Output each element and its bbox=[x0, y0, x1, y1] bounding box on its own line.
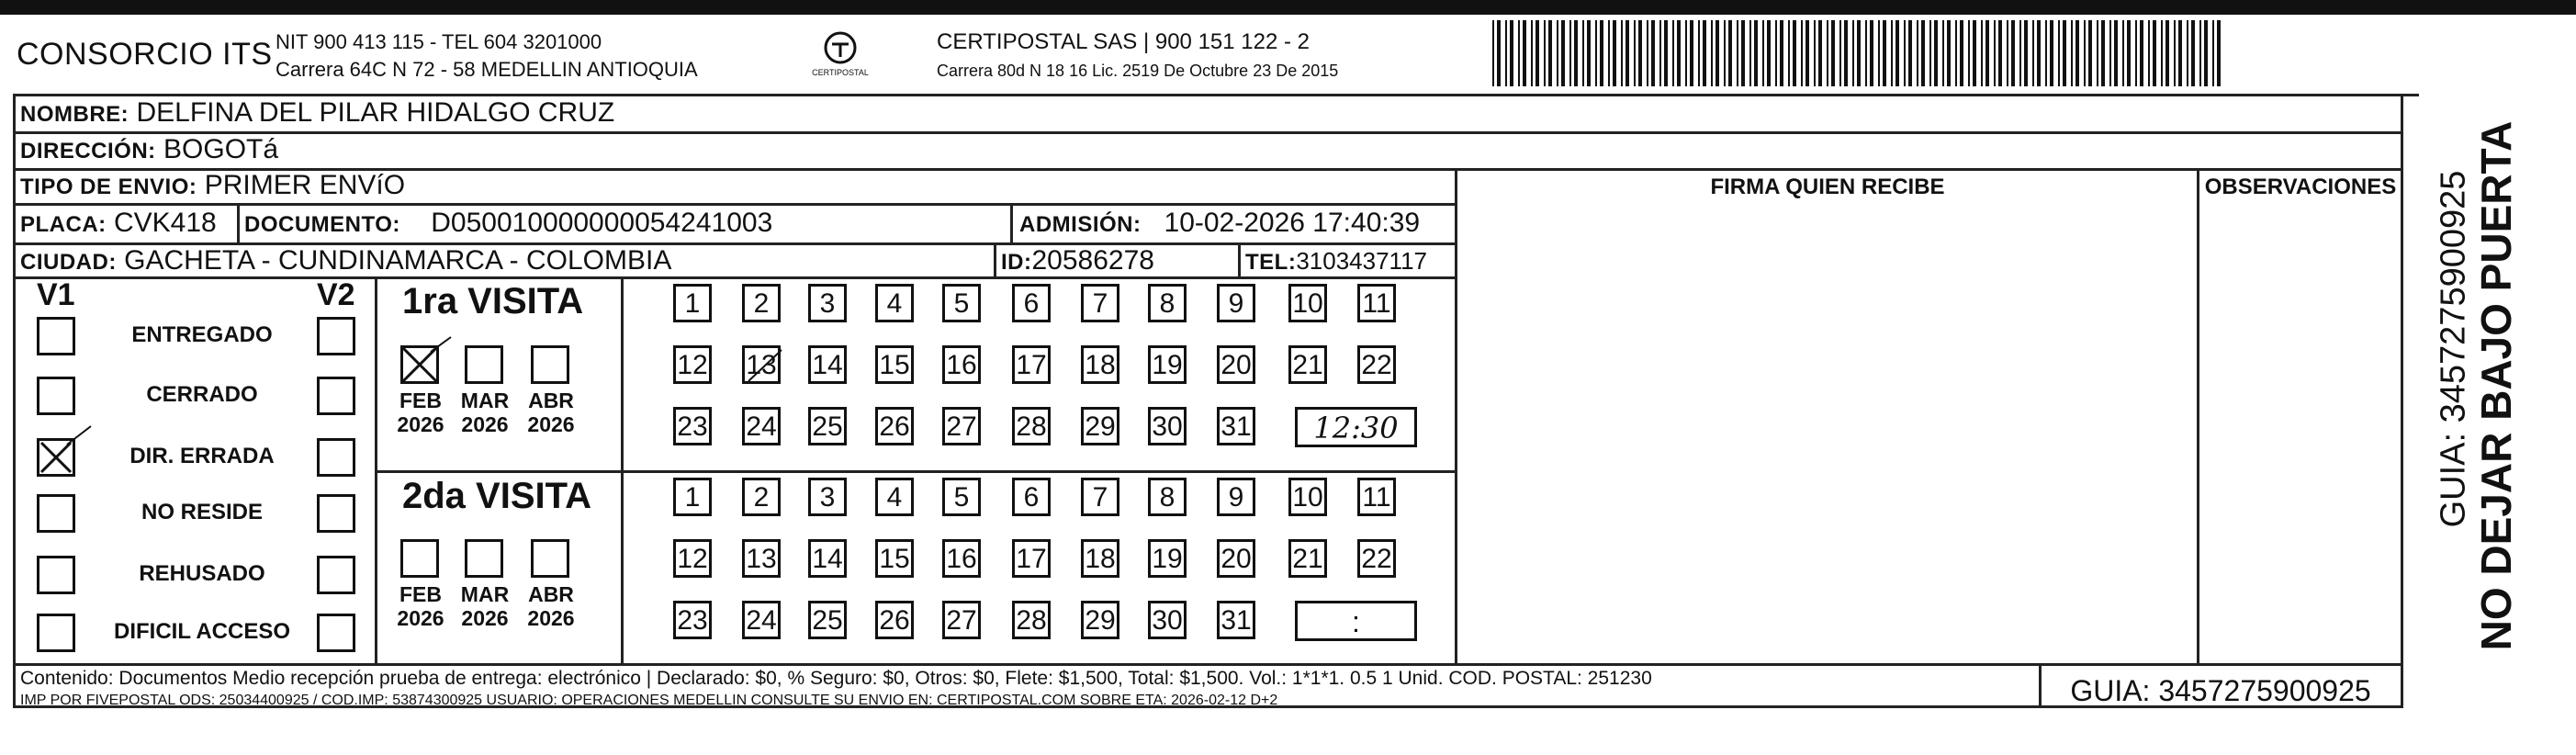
second-day-13[interactable]: 13 bbox=[742, 539, 781, 578]
v1-checkbox[interactable] bbox=[37, 377, 75, 415]
status-option-label: NO RESIDE bbox=[141, 500, 264, 524]
direccion-row: DIRECCIÓN: BOGOTá bbox=[20, 134, 279, 164]
placa-cell: PLACA: CVK418 bbox=[20, 208, 217, 238]
first-day-6[interactable]: 6 bbox=[1012, 284, 1051, 322]
v1-checkbox[interactable] bbox=[37, 556, 75, 594]
firma-header: FIRMA QUIEN RECIBE bbox=[1710, 175, 1945, 199]
second-month-label: ABR 2026 bbox=[527, 582, 575, 630]
carrier-name: CERTIPOSTAL SAS | 900 151 122 - 2 bbox=[937, 29, 1310, 54]
second-day-18[interactable]: 18 bbox=[1081, 539, 1119, 578]
v1-checkbox[interactable] bbox=[37, 317, 75, 355]
v2-checkbox[interactable] bbox=[317, 614, 355, 652]
firma-signature-area[interactable] bbox=[1458, 206, 2195, 661]
first-day-24[interactable]: 24 bbox=[742, 407, 781, 445]
first-day-15[interactable]: 15 bbox=[875, 345, 914, 384]
first-visit-label: 1ra VISITA bbox=[402, 281, 584, 321]
tipo-envio-row: TIPO DE ENVIO: PRIMER ENVíO bbox=[20, 170, 406, 200]
second-day-30[interactable]: 30 bbox=[1148, 601, 1187, 639]
footer-guia: GUIA: 3457275900925 bbox=[2070, 674, 2371, 707]
second-day-22[interactable]: 22 bbox=[1357, 539, 1396, 578]
second-day-11[interactable]: 11 bbox=[1357, 478, 1396, 516]
second-day-15[interactable]: 15 bbox=[875, 539, 914, 578]
first-day-21[interactable]: 21 bbox=[1288, 345, 1327, 384]
first-day-27[interactable]: 27 bbox=[942, 407, 981, 445]
second-time-field[interactable]: : bbox=[1295, 601, 1417, 641]
second-day-29[interactable]: 29 bbox=[1081, 601, 1119, 639]
v2-checkbox[interactable] bbox=[317, 494, 355, 533]
first-day-26[interactable]: 26 bbox=[875, 407, 914, 445]
form-left-border bbox=[13, 94, 16, 708]
second-day-31[interactable]: 31 bbox=[1217, 601, 1255, 639]
second-day-14[interactable]: 14 bbox=[808, 539, 847, 578]
second-day-23[interactable]: 23 bbox=[673, 601, 712, 639]
first-month-checkbox[interactable] bbox=[465, 345, 503, 384]
first-day-1[interactable]: 1 bbox=[673, 284, 712, 322]
second-day-10[interactable]: 10 bbox=[1288, 478, 1327, 516]
second-day-28[interactable]: 28 bbox=[1012, 601, 1051, 639]
first-month-label: FEB 2026 bbox=[397, 389, 444, 436]
tel-value: 3103437117 bbox=[1296, 247, 1427, 275]
first-month-label: MAR 2026 bbox=[460, 389, 510, 436]
second-visit-label: 2da VISITA bbox=[402, 476, 591, 516]
tipo-envio-value: PRIMER ENVíO bbox=[204, 170, 406, 200]
first-day-13[interactable]: 13 bbox=[742, 345, 781, 384]
second-day-5[interactable]: 5 bbox=[942, 478, 981, 516]
first-day-8[interactable]: 8 bbox=[1148, 284, 1187, 322]
first-day-25[interactable]: 25 bbox=[808, 407, 847, 445]
second-day-12[interactable]: 12 bbox=[673, 539, 712, 578]
second-day-9[interactable]: 9 bbox=[1217, 478, 1255, 516]
observaciones-area[interactable] bbox=[2200, 206, 2400, 661]
second-day-27[interactable]: 27 bbox=[942, 601, 981, 639]
first-day-17[interactable]: 17 bbox=[1012, 345, 1051, 384]
second-day-20[interactable]: 20 bbox=[1217, 539, 1255, 578]
observaciones-left-border bbox=[2197, 168, 2199, 664]
first-day-28[interactable]: 28 bbox=[1012, 407, 1051, 445]
second-day-6[interactable]: 6 bbox=[1012, 478, 1051, 516]
second-day-19[interactable]: 19 bbox=[1148, 539, 1187, 578]
second-day-1[interactable]: 1 bbox=[673, 478, 712, 516]
placa-value: CVK418 bbox=[114, 208, 217, 238]
second-day-7[interactable]: 7 bbox=[1081, 478, 1119, 516]
firma-left-border bbox=[1455, 168, 1457, 664]
footer-imp: IMP POR FIVEPOSTAL ODS: 25034400925 / COD.IMP: 53874300925 USUARIO: OPERACIONES MEDELLIN CONSULTE SU ENVIO EN: CERTIPOSTAL.COM SOBRE ETA: 2026-02-12 D+2 bbox=[20, 693, 1278, 708]
first-day-31[interactable]: 31 bbox=[1217, 407, 1255, 445]
v2-checkbox[interactable] bbox=[317, 377, 355, 415]
v1-checkbox[interactable] bbox=[37, 438, 75, 477]
first-day-11[interactable]: 11 bbox=[1357, 284, 1396, 322]
v2-checkbox[interactable] bbox=[317, 556, 355, 594]
first-day-30[interactable]: 30 bbox=[1148, 407, 1187, 445]
status-option-label: CERRADO bbox=[146, 382, 258, 407]
status-option-label: DIR. ERRADA bbox=[129, 444, 275, 468]
tel-cell: TEL:3103437117 bbox=[1245, 247, 1427, 275]
first-day-12[interactable]: 12 bbox=[673, 345, 712, 384]
first-month-checkbox[interactable] bbox=[400, 345, 439, 384]
admision-value: 10-02-2026 17:40:39 bbox=[1164, 208, 1421, 238]
second-day-3[interactable]: 3 bbox=[808, 478, 847, 516]
form-top-border bbox=[13, 94, 2419, 96]
v2-label: V2 bbox=[317, 277, 355, 312]
sender-company: CONSORCIO ITS bbox=[17, 37, 273, 72]
second-day-8[interactable]: 8 bbox=[1148, 478, 1187, 516]
no-dejar-bajo-puerta: NO DEJAR BAJO PUERTA bbox=[2472, 120, 2520, 651]
ciudad-cell: CIUDAD: GACHETA - CUNDINAMARCA - COLOMBIA bbox=[20, 245, 672, 276]
first-day-9[interactable]: 9 bbox=[1217, 284, 1255, 322]
v1-checkbox[interactable] bbox=[37, 614, 75, 652]
top-border-bar bbox=[0, 0, 2576, 15]
second-day-21[interactable]: 21 bbox=[1288, 539, 1327, 578]
certipostal-logo-icon bbox=[808, 28, 872, 83]
status-option-label: REHUSADO bbox=[139, 561, 265, 586]
first-day-4[interactable]: 4 bbox=[875, 284, 914, 322]
second-day-16[interactable]: 16 bbox=[942, 539, 981, 578]
ciudad-value: GACHETA - CUNDINAMARCA - COLOMBIA bbox=[124, 245, 672, 276]
first-day-23[interactable]: 23 bbox=[673, 407, 712, 445]
second-month-label: MAR 2026 bbox=[460, 582, 510, 630]
sender-nit: NIT 900 413 115 - TEL 604 3201000 bbox=[276, 30, 602, 53]
first-month-label: ABR 2026 bbox=[527, 389, 575, 436]
first-day-10[interactable]: 10 bbox=[1288, 284, 1327, 322]
documento-value: D050010000000054241003 bbox=[431, 208, 773, 238]
first-day-5[interactable]: 5 bbox=[942, 284, 981, 322]
nombre-row: NOMBRE: DELFINA DEL PILAR HIDALGO CRUZ bbox=[20, 97, 615, 128]
second-day-17[interactable]: 17 bbox=[1012, 539, 1051, 578]
direccion-value: BOGOTá bbox=[163, 134, 279, 164]
second-month-checkbox[interactable] bbox=[531, 539, 569, 578]
first-day-7[interactable]: 7 bbox=[1081, 284, 1119, 322]
v2-checkbox[interactable] bbox=[317, 438, 355, 477]
status-option-label: DIFICIL ACCESO bbox=[113, 619, 290, 644]
observaciones-header: OBSERVACIONES bbox=[2204, 175, 2397, 199]
second-month-checkbox[interactable] bbox=[465, 539, 503, 578]
first-day-22[interactable]: 22 bbox=[1357, 345, 1396, 384]
logo-text: CERTIPOSTAL bbox=[812, 68, 869, 77]
id-cell: ID:20586278 bbox=[1001, 245, 1154, 276]
second-month-label: FEB 2026 bbox=[397, 582, 444, 630]
first-day-19[interactable]: 19 bbox=[1148, 345, 1187, 384]
first-day-14[interactable]: 14 bbox=[808, 345, 847, 384]
first-day-18[interactable]: 18 bbox=[1081, 345, 1119, 384]
v1-checkbox[interactable] bbox=[37, 494, 75, 533]
second-day-25[interactable]: 25 bbox=[808, 601, 847, 639]
sender-address: Carrera 64C N 72 - 58 MEDELLIN ANTIOQUIA bbox=[276, 58, 698, 81]
barcode bbox=[1492, 20, 2222, 86]
first-time-field[interactable]: 12:30 bbox=[1295, 407, 1417, 447]
first-day-3[interactable]: 3 bbox=[808, 284, 847, 322]
v2-checkbox[interactable] bbox=[317, 317, 355, 355]
second-day-26[interactable]: 26 bbox=[875, 601, 914, 639]
second-day-24[interactable]: 24 bbox=[742, 601, 781, 639]
admision-cell: ADMISIÓN: 10-02-2026 17:40:39 bbox=[1019, 208, 1421, 238]
first-month-checkbox[interactable] bbox=[531, 345, 569, 384]
first-day-2[interactable]: 2 bbox=[742, 284, 781, 322]
nombre-value: DELFINA DEL PILAR HIDALGO CRUZ bbox=[136, 97, 615, 128]
second-day-2[interactable]: 2 bbox=[742, 478, 781, 516]
id-value: 20586278 bbox=[1031, 245, 1154, 276]
first-day-16[interactable]: 16 bbox=[942, 345, 981, 384]
second-month-checkbox[interactable] bbox=[400, 539, 439, 578]
first-day-20[interactable]: 20 bbox=[1217, 345, 1255, 384]
first-day-29[interactable]: 29 bbox=[1081, 407, 1119, 445]
documento-cell: DOCUMENTO: D050010000000054241003 bbox=[244, 208, 773, 238]
footer-contenido: Contenido: Documentos Medio recepción prueba de entrega: electrónico | Declarado: $0, % Seguro: $0, Otros: $0, Flete: $1,500, Total: $1,500. Vol.: 1*1*1. 0.5 1 Unid. COD. POSTAL: 251230 bbox=[20, 668, 1652, 689]
v1-label: V1 bbox=[37, 277, 75, 312]
side-guia: GUIA: 3457275900925 bbox=[2434, 170, 2473, 528]
carrier-address: Carrera 80d N 18 16 Lic. 2519 De Octubre 23 De 2015 bbox=[937, 62, 1339, 80]
second-day-4[interactable]: 4 bbox=[875, 478, 914, 516]
status-option-label: ENTREGADO bbox=[131, 322, 273, 347]
